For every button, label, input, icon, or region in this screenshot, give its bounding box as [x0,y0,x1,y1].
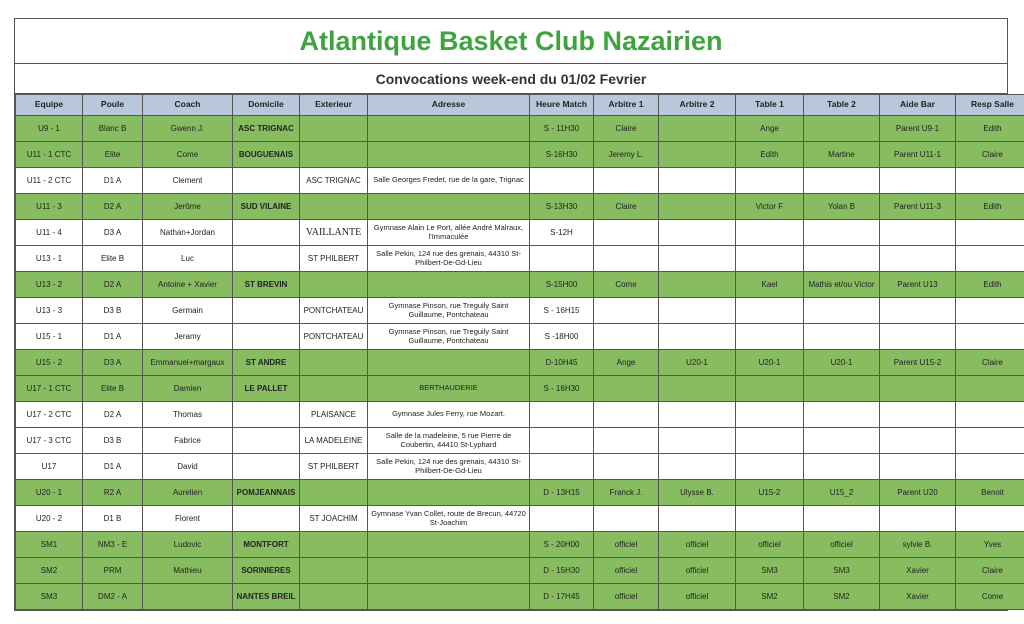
cell-adresse: Gymnase Pinson, rue Treguily Saint Guillaume, Pontchateau [368,324,530,350]
cell-arbitre-2 [659,324,736,350]
cell-arbitre-2 [659,220,736,246]
cell-coach: Clement [143,168,233,194]
cell-aide-bar: Xavier [880,558,956,584]
cell-coach: Thomas [143,402,233,428]
cell-table-1 [736,376,804,402]
cell-exterieur: LA MADELEINE [300,428,368,454]
cell-aide-bar [880,298,956,324]
convocation-table [15,94,1024,610]
cell-arbitre-2 [659,116,736,142]
table-row [16,558,1024,584]
cell-aide-bar: Parent U20 [880,480,956,506]
cell-heure-match [530,506,594,532]
cell-table-1: Edith [736,142,804,168]
cell-domicile: LE PALLET [233,376,300,402]
cell-heure-match: S-16H30 [530,142,594,168]
cell-arbitre-1 [594,428,659,454]
cell-aide-bar: Parent U9-1 [880,116,956,142]
cell-domicile: ST ANDRE [233,350,300,376]
cell-table-2: Martine [804,142,880,168]
cell-arbitre-1: officiel [594,532,659,558]
cell-aide-bar: Parent U11-1 [880,142,956,168]
cell-equipe: U9 - 1 [16,116,83,142]
cell-heure-match [530,168,594,194]
table-row [16,584,1024,610]
cell-poule: D1 A [83,168,143,194]
cell-heure-match [530,246,594,272]
cell-domicile: ST BREVIN [233,272,300,298]
cell-arbitre-1 [594,220,659,246]
cell-coach: Emmanuel+margaux [143,350,233,376]
cell-table-2: SM2 [804,584,880,610]
table-row [16,350,1024,376]
cell-coach: Luc [143,246,233,272]
cell-exterieur [300,272,368,298]
cell-table-2 [804,246,880,272]
cell-equipe: U20 - 1 [16,480,83,506]
table-row [16,246,1024,272]
cell-adresse: Salle Pekin, 124 rue des grenais, 44310 St-Philbert-De-Gd-Lieu [368,246,530,272]
cell-adresse: Salle Georges Fredet, rue de la gare, Trignac [368,168,530,194]
cell-adresse [368,350,530,376]
cell-equipe: U15 - 2 [16,350,83,376]
table-row [16,194,1024,220]
cell-poule: D2 A [83,194,143,220]
cell-equipe: U20 - 2 [16,506,83,532]
cell-equipe: U13 - 1 [16,246,83,272]
cell-equipe: U17 - 3 CTC [16,428,83,454]
table-row [16,324,1024,350]
cell-heure-match [530,428,594,454]
sheet-title: Atlantique Basket Club Nazairien [15,19,1007,64]
cell-table-1: SM3 [736,558,804,584]
cell-resp-salle [956,402,1024,428]
cell-aide-bar: sylvie B. [880,532,956,558]
cell-exterieur: ASC TRIGNAC [300,168,368,194]
cell-poule: DM2 - A [83,584,143,610]
cell-domicile: ASC TRIGNAC [233,116,300,142]
cell-resp-salle: Claire [956,142,1024,168]
cell-heure-match: S - 20H00 [530,532,594,558]
cell-arbitre-2 [659,246,736,272]
cell-adresse [368,272,530,298]
cell-resp-salle [956,506,1024,532]
cell-poule: Blanc B [83,116,143,142]
cell-adresse: Salle de la madeleine, 5 rue Pierre de Coubertin, 44410 St-Lyphard [368,428,530,454]
cell-arbitre-1 [594,324,659,350]
cell-aide-bar: Parent U15-2 [880,350,956,376]
cell-exterieur: ST JOACHIM [300,506,368,532]
cell-arbitre-2 [659,298,736,324]
cell-arbitre-1: officiel [594,558,659,584]
cell-heure-match: S-15H00 [530,272,594,298]
header-coach: Coach [143,95,233,116]
table-row [16,220,1024,246]
cell-table-2 [804,168,880,194]
cell-arbitre-1: Come [594,272,659,298]
cell-arbitre-1 [594,298,659,324]
cell-arbitre-1 [594,246,659,272]
cell-arbitre-2: officiel [659,584,736,610]
cell-heure-match: D-10H45 [530,350,594,376]
table-row [16,116,1024,142]
cell-table-1 [736,298,804,324]
cell-table-1: SM2 [736,584,804,610]
cell-adresse [368,584,530,610]
cell-equipe: SM2 [16,558,83,584]
cell-table-2 [804,402,880,428]
cell-domicile [233,246,300,272]
cell-coach: Gwenn J. [143,116,233,142]
cell-resp-salle [956,376,1024,402]
cell-arbitre-2 [659,142,736,168]
table-row [16,428,1024,454]
cell-aide-bar [880,376,956,402]
cell-arbitre-2: U20-1 [659,350,736,376]
cell-domicile [233,220,300,246]
cell-heure-match: S - 16H30 [530,376,594,402]
cell-heure-match: S-12H [530,220,594,246]
cell-aide-bar [880,506,956,532]
cell-table-2 [804,220,880,246]
cell-resp-salle [956,220,1024,246]
cell-aide-bar [880,454,956,480]
cell-aide-bar [880,428,956,454]
cell-poule: Elite B [83,246,143,272]
cell-arbitre-1 [594,454,659,480]
cell-arbitre-2: officiel [659,532,736,558]
cell-coach: Aurelien [143,480,233,506]
cell-adresse: Salle Pekin, 124 rue des grenais, 44310 St-Philbert-De-Gd-Lieu [368,454,530,480]
cell-equipe: U11 - 2 CTC [16,168,83,194]
cell-coach: Come [143,142,233,168]
cell-exterieur [300,116,368,142]
cell-table-1 [736,324,804,350]
cell-poule: Elite B [83,376,143,402]
cell-arbitre-2 [659,428,736,454]
cell-exterieur: VAILLANTE [300,220,368,246]
convocation-sheet [14,18,1014,611]
cell-exterieur [300,142,368,168]
cell-table-1 [736,220,804,246]
cell-arbitre-1: Claire [594,116,659,142]
cell-domicile [233,506,300,532]
cell-resp-salle [956,428,1024,454]
header-domicile: Domicile [233,95,300,116]
cell-heure-match: S - 11H30 [530,116,594,142]
cell-coach [143,584,233,610]
cell-poule: PRM [83,558,143,584]
cell-resp-salle: Edith [956,116,1024,142]
cell-exterieur [300,376,368,402]
cell-adresse [368,558,530,584]
cell-exterieur: ST PHILBERT [300,454,368,480]
cell-domicile: NANTES BREIL [233,584,300,610]
cell-poule: D3 A [83,220,143,246]
cell-table-2: Mathis et/ou Victor [804,272,880,298]
cell-equipe: SM1 [16,532,83,558]
cell-domicile: BOUGUENAIS [233,142,300,168]
cell-equipe: U11 - 3 [16,194,83,220]
cell-resp-salle [956,454,1024,480]
cell-arbitre-2 [659,272,736,298]
cell-adresse [368,532,530,558]
cell-resp-salle: Edith [956,194,1024,220]
cell-equipe: U17 - 1 CTC [16,376,83,402]
cell-coach: Antoine + Xavier [143,272,233,298]
cell-coach: Florent [143,506,233,532]
cell-domicile [233,298,300,324]
cell-exterieur [300,350,368,376]
header-table-1: Table 1 [736,95,804,116]
cell-table-2 [804,454,880,480]
cell-arbitre-2: Ulysse B. [659,480,736,506]
cell-resp-salle: Claire [956,350,1024,376]
cell-adresse [368,116,530,142]
cell-exterieur: ST PHILBERT [300,246,368,272]
cell-exterieur [300,558,368,584]
table-row [16,298,1024,324]
cell-table-2: SM3 [804,558,880,584]
cell-coach: Germain [143,298,233,324]
cell-adresse: Gymnase Pinson, rue Treguily Saint Guillaume, Pontchateau [368,298,530,324]
cell-resp-salle [956,298,1024,324]
cell-adresse [368,142,530,168]
cell-poule: D3 B [83,428,143,454]
cell-table-1: U15-2 [736,480,804,506]
table-row [16,532,1024,558]
cell-aide-bar [880,246,956,272]
cell-aide-bar [880,168,956,194]
cell-aide-bar [880,220,956,246]
cell-heure-match: S-13H30 [530,194,594,220]
cell-poule: D1 B [83,506,143,532]
cell-adresse: Gymnase Yvan Collet, route de Brecun, 44720 St-Joachim [368,506,530,532]
header-poule: Poule [83,95,143,116]
cell-resp-salle: Claire [956,558,1024,584]
cell-coach: David [143,454,233,480]
cell-coach: Damien [143,376,233,402]
cell-equipe: U17 - 2 CTC [16,402,83,428]
cell-aide-bar: Parent U13 [880,272,956,298]
cell-poule: D3 A [83,350,143,376]
cell-table-2 [804,506,880,532]
header-arbitre-2: Arbitre 2 [659,95,736,116]
cell-table-1: Victor F [736,194,804,220]
cell-domicile: SORINIERES [233,558,300,584]
cell-heure-match [530,454,594,480]
header-heure-match: Heure Match [530,95,594,116]
cell-adresse: Gymnase Jules Ferry, rue Mozart. [368,402,530,428]
cell-table-2 [804,116,880,142]
header-table-2: Table 2 [804,95,880,116]
cell-table-1 [736,402,804,428]
cell-arbitre-1 [594,506,659,532]
header-resp-salle: Resp Salle [956,95,1024,116]
cell-exterieur: PLAISANCE [300,402,368,428]
cell-equipe: U13 - 3 [16,298,83,324]
cell-aide-bar [880,402,956,428]
cell-exterieur [300,480,368,506]
cell-arbitre-2 [659,454,736,480]
cell-table-2: U15_2 [804,480,880,506]
cell-table-1 [736,428,804,454]
cell-arbitre-1: Ange [594,350,659,376]
cell-arbitre-2 [659,506,736,532]
cell-heure-match: D - 17H45 [530,584,594,610]
cell-arbitre-1: Claire [594,194,659,220]
cell-resp-salle [956,168,1024,194]
cell-arbitre-2: officiel [659,558,736,584]
table-row [16,454,1024,480]
cell-arbitre-2 [659,402,736,428]
header-row [16,95,1024,116]
cell-aide-bar: Xavier [880,584,956,610]
cell-table-2 [804,428,880,454]
table-row [16,376,1024,402]
cell-arbitre-2 [659,194,736,220]
cell-table-1 [736,506,804,532]
cell-resp-salle [956,324,1024,350]
cell-table-1: Ange [736,116,804,142]
table-row [16,168,1024,194]
cell-poule: D1 A [83,454,143,480]
cell-domicile [233,454,300,480]
cell-exterieur [300,532,368,558]
cell-poule: Elite [83,142,143,168]
sheet-subtitle: Convocations week-end du 01/02 Fevrier [15,64,1007,94]
cell-heure-match: D - 13H15 [530,480,594,506]
cell-adresse [368,194,530,220]
cell-poule: D1 A [83,324,143,350]
cell-coach: Jeramy [143,324,233,350]
cell-equipe: SM3 [16,584,83,610]
cell-table-2 [804,324,880,350]
cell-heure-match: S -18H00 [530,324,594,350]
cell-domicile: POMJEANNAIS [233,480,300,506]
cell-table-1 [736,454,804,480]
cell-arbitre-1: Jeremy L. [594,142,659,168]
cell-resp-salle [956,246,1024,272]
cell-poule: D2 A [83,402,143,428]
table-row [16,506,1024,532]
cell-equipe: U15 - 1 [16,324,83,350]
cell-arbitre-1 [594,168,659,194]
cell-table-2: U20-1 [804,350,880,376]
cell-resp-salle: Edith [956,272,1024,298]
cell-table-2 [804,376,880,402]
cell-arbitre-1 [594,376,659,402]
cell-equipe: U11 - 1 CTC [16,142,83,168]
cell-table-2: officiel [804,532,880,558]
table-row [16,272,1024,298]
header-adresse: Adresse [368,95,530,116]
cell-table-1: officiel [736,532,804,558]
cell-table-1 [736,246,804,272]
cell-domicile: MONTFORT [233,532,300,558]
cell-poule: D3 B [83,298,143,324]
cell-coach: Ludovic [143,532,233,558]
cell-equipe: U17 [16,454,83,480]
cell-domicile [233,168,300,194]
header-equipe: Equipe [16,95,83,116]
cell-poule: R2 A [83,480,143,506]
cell-resp-salle: Benoit [956,480,1024,506]
cell-arbitre-2 [659,168,736,194]
cell-poule: NM3 - E [83,532,143,558]
cell-arbitre-1: officiel [594,584,659,610]
cell-heure-match [530,402,594,428]
cell-poule: D2 A [83,272,143,298]
cell-table-1: Kael [736,272,804,298]
header-arbitre-1: Arbitre 1 [594,95,659,116]
cell-table-2: Yolan B [804,194,880,220]
cell-table-2 [804,298,880,324]
cell-arbitre-2 [659,376,736,402]
cell-domicile: SUD VILAINE [233,194,300,220]
cell-equipe: U11 - 4 [16,220,83,246]
cell-coach: Fabrice [143,428,233,454]
cell-domicile [233,324,300,350]
cell-adresse: Gymnase Alain Le Port, allée André Malraux, l'Immaculée [368,220,530,246]
cell-domicile [233,428,300,454]
cell-exterieur [300,194,368,220]
header-aide-bar: Aide Bar [880,95,956,116]
cell-equipe: U13 - 2 [16,272,83,298]
cell-arbitre-1: Franck J. [594,480,659,506]
cell-aide-bar [880,324,956,350]
header-exterieur: Exterieur [300,95,368,116]
cell-exterieur [300,584,368,610]
cell-adresse [368,480,530,506]
cell-heure-match: S - 16H15 [530,298,594,324]
table-row [16,402,1024,428]
cell-coach: Nathan+Jordan [143,220,233,246]
cell-coach: Jerôme [143,194,233,220]
cell-exterieur: PONTCHATEAU [300,324,368,350]
cell-aide-bar: Parent U11-3 [880,194,956,220]
table-row [16,142,1024,168]
cell-heure-match: D - 15H30 [530,558,594,584]
cell-exterieur: PONTCHATEAU [300,298,368,324]
cell-resp-salle: Yves [956,532,1024,558]
table-row [16,480,1024,506]
cell-table-1: U20-1 [736,350,804,376]
cell-resp-salle: Come [956,584,1024,610]
cell-adresse: BERTHAUDERIE [368,376,530,402]
cell-domicile [233,402,300,428]
table-body [16,116,1024,610]
cell-coach: Mathieu [143,558,233,584]
cell-arbitre-1 [594,402,659,428]
cell-table-1 [736,168,804,194]
